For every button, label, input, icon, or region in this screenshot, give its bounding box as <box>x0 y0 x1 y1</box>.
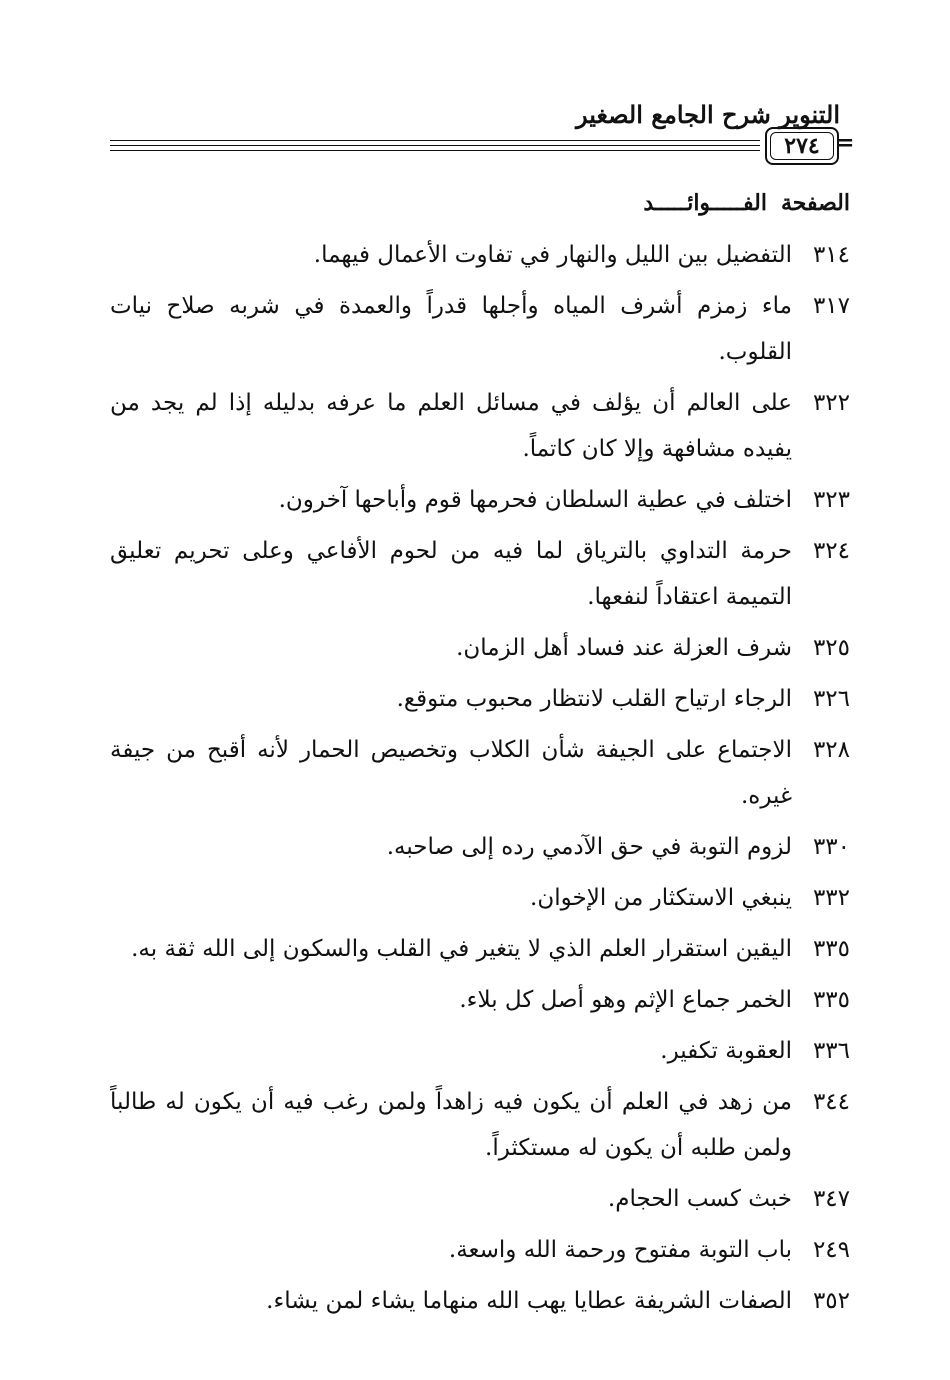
entry-page-number: ٣٥٢ <box>812 1288 850 1314</box>
entry-text: حرمة التداوي بالترياق لما فيه من لحوم الأفاعي وعلى تحريم تعليق التميمة اعتقاداً لنفعها. <box>110 538 792 610</box>
entry-page-number: ٣٣٦ <box>812 1038 850 1064</box>
entry-text: لزوم التوبة في حق الآدمي رده إلى صاحبه. <box>386 834 792 860</box>
entry-text: على العالم أن يؤلف في مسائل العلم ما عرفه بدليله إذا لم يجد من يفيده مشافهة وإلا كان كاتماً. <box>110 390 792 462</box>
entry-text: الخمر جماع الإثم وهو أصل كل بلاء. <box>459 987 792 1013</box>
entry-page-number: ٣٢٤ <box>812 538 850 564</box>
list-item <box>110 1176 850 1222</box>
entry-page-number: ٣٢٦ <box>812 686 850 712</box>
entry-page-number: ٢٤٩ <box>812 1237 850 1263</box>
entry-page-number: ٣٣٠ <box>812 834 850 860</box>
list-item <box>110 676 850 722</box>
column-header-page: الصفحة <box>780 190 850 216</box>
entry-text: اختلف في عطية السلطان فحرمها قوم وأباحها آخرون. <box>278 487 792 513</box>
running-title: التنوير شرح الجامع الصغير <box>576 100 840 129</box>
entry-page-number: ٣١٤ <box>812 242 850 268</box>
entry-text: من زهد في العلم أن يكون فيه زاهداً ولمن رغب فيه أن يكون له طالباً ولمن طلبه أن يكون له مستكثراً. <box>110 1089 792 1161</box>
entry-page-number: ٣٢٢ <box>812 390 850 416</box>
benefits-list <box>110 232 850 1329</box>
list-item <box>110 1278 850 1324</box>
header-rule <box>110 140 760 141</box>
entry-text: ماء زمزم أشرف المياه وأجلها قدراً والعمدة في شربه صلاح نيات القلوب. <box>110 293 792 365</box>
entry-text: شرف العزلة عند فساد أهل الزمان. <box>456 635 792 661</box>
list-item <box>110 283 850 375</box>
column-header-benefits: الفـــــوائـــــد <box>643 190 767 216</box>
entry-text: ينبغي الاستكثار من الإخوان. <box>530 885 792 911</box>
header-marker: = <box>836 130 855 156</box>
entry-page-number: ٣٣٥ <box>812 936 850 962</box>
list-item <box>110 380 850 472</box>
entry-page-number: ٣٣٢ <box>812 885 850 911</box>
list-item <box>110 1227 850 1273</box>
entry-page-number: ٣٢٣ <box>812 487 850 513</box>
entry-text: اليقين استقرار العلم الذي لا يتغير في القلب والسكون إلى الله ثقة به. <box>131 936 792 962</box>
entry-text: التفضيل بين الليل والنهار في تفاوت الأعمال فيهما. <box>313 242 792 268</box>
page-number-text: ٢٧٤ <box>784 133 820 159</box>
entry-page-number: ٣٤٧ <box>812 1186 850 1212</box>
list-item <box>110 875 850 921</box>
entry-page-number: ٣١٧ <box>812 293 850 319</box>
list-item <box>110 926 850 972</box>
list-item <box>110 232 850 278</box>
entry-page-number: ٣٢٨ <box>812 737 850 763</box>
header-rule <box>110 145 760 146</box>
list-item <box>110 727 850 819</box>
entry-text: خبث كسب الحجام. <box>607 1186 792 1212</box>
entry-text: الصفات الشريفة عطايا يهب الله منهاما يشاء لمن يشاء. <box>266 1288 792 1314</box>
entry-text: باب التوبة مفتوح ورحمة الله واسعة. <box>448 1237 792 1263</box>
column-header <box>643 190 850 216</box>
entry-text: الاجتماع على الجيفة شأن الكلاب وتخصيص الحمار لأنه أقبح من جيفة غيره. <box>110 737 792 809</box>
list-item <box>110 1028 850 1074</box>
list-item <box>110 977 850 1023</box>
entry-page-number: ٣٢٥ <box>812 635 850 661</box>
entry-text: الرجاء ارتياح القلب لانتظار محبوب متوقع. <box>396 686 792 712</box>
list-item <box>110 477 850 523</box>
list-item <box>110 528 850 620</box>
list-item <box>110 1079 850 1171</box>
list-item <box>110 625 850 671</box>
header-rule <box>110 150 760 151</box>
entry-text: العقوبة تكفير. <box>660 1038 792 1064</box>
entry-page-number: ٣٤٤ <box>812 1089 850 1115</box>
entry-page-number: ٣٣٥ <box>812 987 850 1013</box>
page-number <box>765 127 839 165</box>
list-item <box>110 824 850 870</box>
